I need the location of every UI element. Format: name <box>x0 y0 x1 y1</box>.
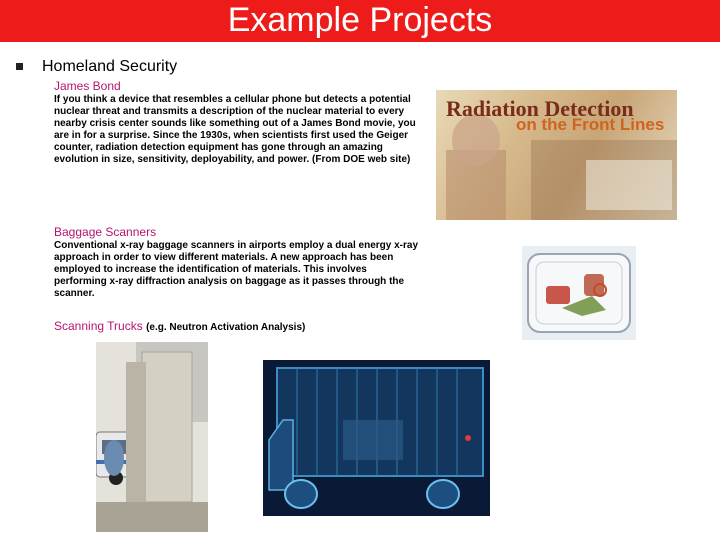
booth-image-graphic <box>96 342 208 532</box>
radiation-detection-image <box>436 90 677 220</box>
radiation-image-graphic <box>436 90 677 220</box>
section-text-baggage: Conventional x-ray baggage scanners in airports employ a dual energy x-ray approach in order to view different materials. A new approach has been employed to increase the identification of materials. This involves performing x-ray diffraction analysis on baggage as it passes through the scanner. <box>54 240 419 299</box>
truck-image-graphic <box>263 360 490 516</box>
portal-scanner-photo <box>96 342 208 532</box>
section-heading-baggage: Baggage Scanners <box>54 225 157 239</box>
baggage-xray-image <box>522 246 636 340</box>
bullet-square-icon <box>16 63 23 70</box>
section-heading-trucks <box>54 319 305 335</box>
section-text-james-bond: If you think a device that resembles a cellular phone but detects a potential nuclear threat and transmits a description of the nuclear material to every nearby crisis center sounds like something out of a James Bond movie, you are in for a surprise. Since the 1930s, when scientists first used the Geiger counter, radiation detection equipment has gone through an amazing evolution in size, sensitivity, deployability, and power. (From DOE web site) <box>54 94 416 165</box>
section-heading-james-bond: James Bond <box>54 79 121 93</box>
trucks-heading-text: Scanning Trucks <box>54 319 143 333</box>
poster-line1: Radiation Detection <box>446 96 634 121</box>
baggage-image-graphic <box>522 246 636 340</box>
title-bar <box>0 0 720 42</box>
trucks-note: (e.g. Neutron Activation Analysis) <box>146 322 306 333</box>
main-bullet-text: Homeland Security <box>42 58 178 75</box>
poster-line2: on the Front Lines <box>516 115 665 134</box>
slide-title: Example Projects <box>227 1 493 39</box>
truck-xray-scan-image <box>263 360 490 516</box>
